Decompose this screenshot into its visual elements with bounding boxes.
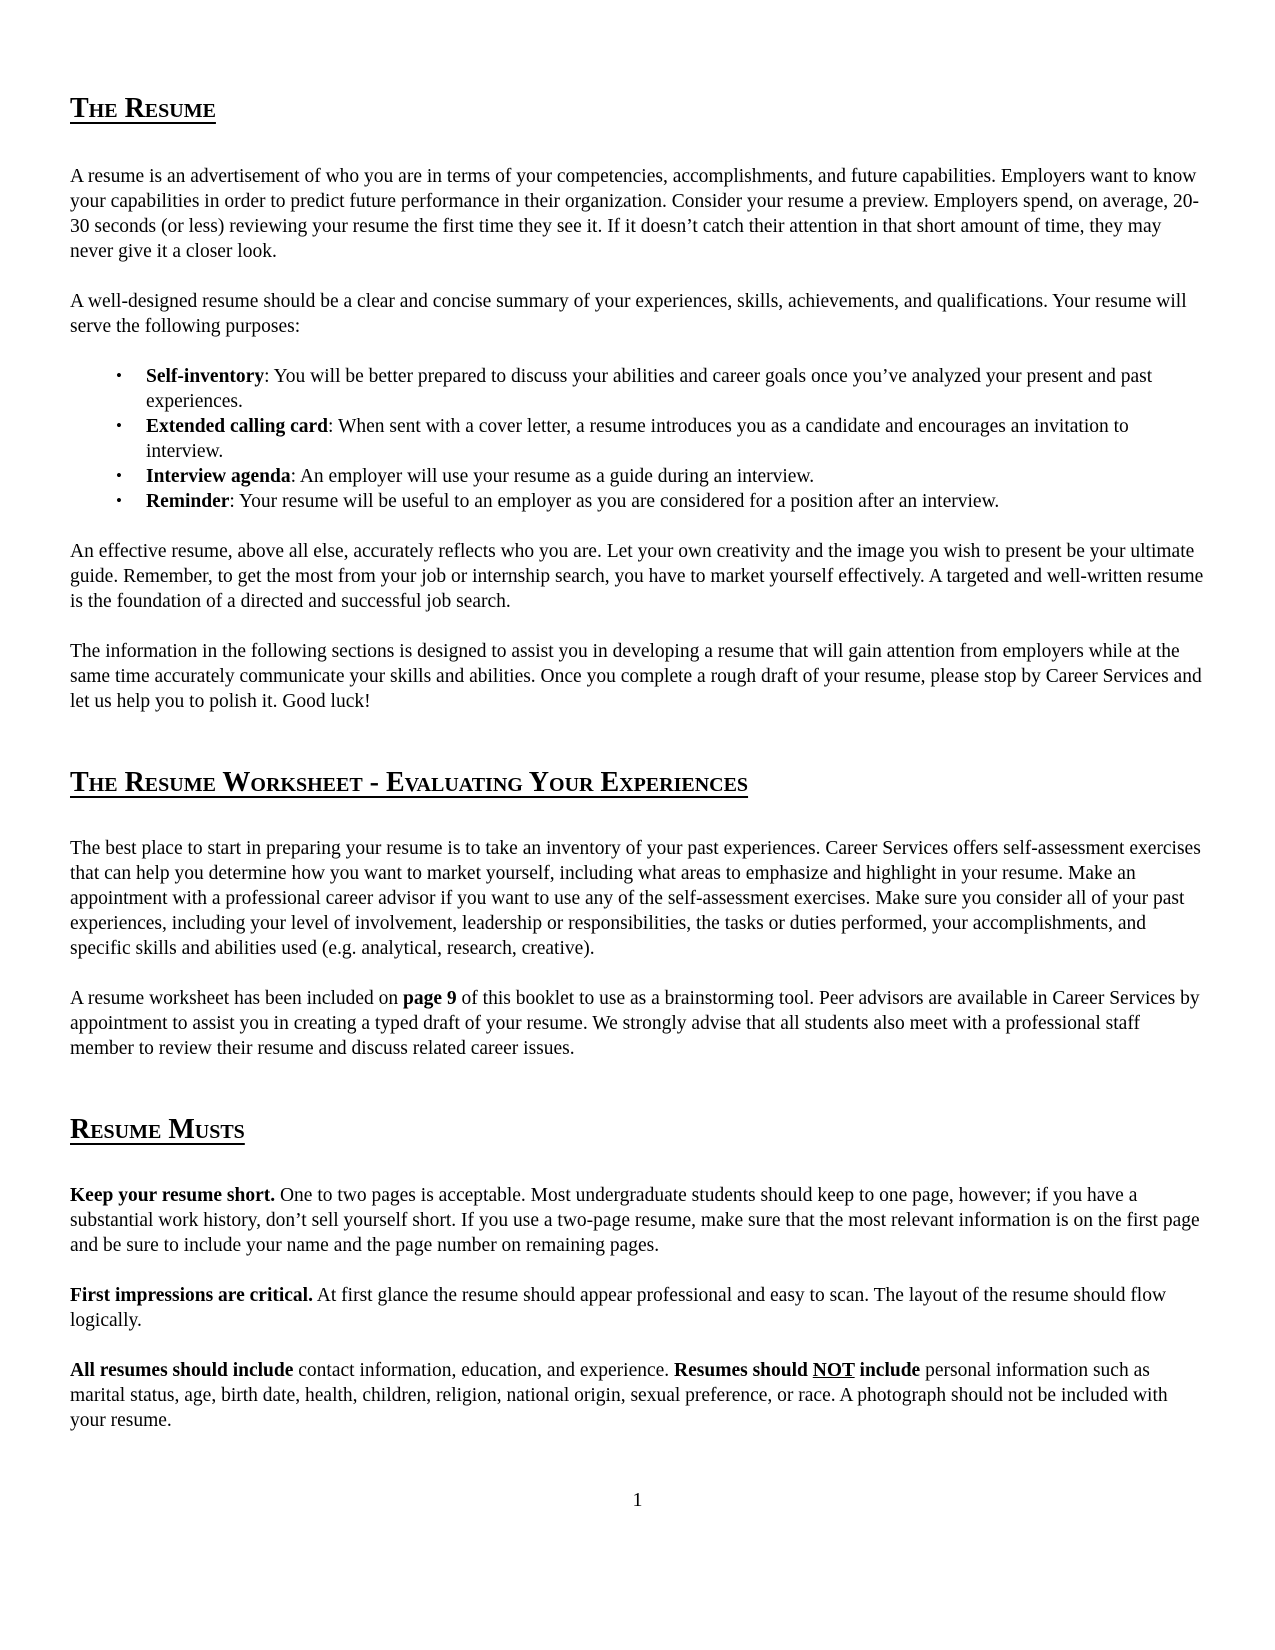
resumes-include-text1: contact information, education, and experience.	[293, 1360, 675, 1381]
page-number: 1	[632, 1489, 643, 1511]
purposes-list	[70, 364, 1205, 514]
paragraph-resume-advertisement: A resume is an advertisement of who you are in terms of your competencies, accomplishments, and future capabilities. Employers want to know your capabilities in order to predict future performance in their organization. Consider your resume a preview. Employers spend, on average, 20-30 seconds (or less) reviewing your resume the first time they see it. If it doesn’t catch their attention in that short amount of time, they may never give it a closer look.	[70, 166, 1199, 262]
paragraph-information-sections: The information in the following sections is designed to assist you in developing a resume that will gain attention from employers while at the same time accurately communicate your skills and abilities. Once you complete a rough draft of your resume, please stop by Career Services and let us help you to polish it. Good luck!	[70, 641, 1202, 712]
resumes-include-lead: All resumes should include	[70, 1360, 294, 1381]
heading-resume-musts	[70, 1113, 1205, 1147]
list-item-interview-agenda	[70, 464, 1205, 489]
list-item-reminder	[70, 489, 1205, 514]
first-impressions-lead: First impressions are critical.	[70, 1285, 313, 1306]
heading-the-resume	[70, 92, 1205, 126]
paragraph-worksheet-page9	[70, 986, 1205, 1061]
heading-resume-worksheet-text: The Resume Worksheet - Evaluating Your Experiences	[70, 767, 749, 798]
worksheet-text-after: of this booklet to use as a brainstorming tool. Peer advisors are available in Career Services by appointment to assist you in creating a typed draft of your resume. We strongly advise that all students also meet with a professional staff member to review their resume and discuss related career issues.	[70, 988, 1200, 1059]
paragraph-keep-short	[70, 1183, 1205, 1258]
keep-short-text: One to two pages is acceptable. Most undergraduate students should keep to one page, however; if you have a substantial work history, don’t sell yourself short. If you use a two-page resume, make sure that the most relevant information is on the first page and be sure to include your name and the page number on remaining pages.	[70, 1185, 1200, 1256]
bullet-text: : Your resume will be useful to an employer as you are considered for a position after an interview.	[229, 491, 1000, 512]
first-impressions-text: At first glance the resume should appear professional and easy to scan. The layout of the resume should flow logically.	[70, 1285, 1167, 1331]
heading-the-resume-text: The Resume	[70, 93, 216, 124]
resumes-should-bold: Resumes should	[674, 1360, 813, 1381]
paragraph-effective-resume: An effective resume, above all else, accurately reflects who you are. Let your own creativity and the image you wish to present be your ultimate guide. Remember, to get the most from your job or internship search, you have to market yourself effectively. A targeted and well-written resume is the foundation of a directed and successful job search.	[70, 541, 1204, 612]
heading-resume-musts-text: Resume Musts	[70, 1114, 245, 1145]
resumes-include-text2: personal information such as marital status, age, birth date, health, children, religion, national origin, sexual preference, or race. A photograph should not be included with your resume.	[70, 1360, 1168, 1431]
paragraph-well-designed: A well-designed resume should be a clear and concise summary of your experiences, skills, achievements, and qualifications. Your resume will serve the following purposes:	[70, 291, 1187, 337]
page-9-reference: page 9	[403, 988, 457, 1009]
heading-resume-worksheet	[70, 766, 1205, 800]
paragraph-resumes-include	[70, 1358, 1205, 1433]
bullet-label: Reminder	[146, 491, 230, 512]
bullet-label: Interview agenda	[146, 466, 291, 487]
worksheet-text-before: A resume worksheet has been included on	[70, 988, 404, 1009]
paragraph-first-impressions	[70, 1283, 1205, 1333]
bullet-text: : You will be better prepared to discuss your abilities and career goals once you’ve analyzed your present and past experiences.	[146, 366, 1153, 412]
include-bold: include	[854, 1360, 921, 1381]
list-item-self-inventory	[70, 364, 1205, 414]
bullet-text: : When sent with a cover letter, a resume introduces you as a candidate and encourages an invitation to interview.	[146, 416, 1129, 462]
keep-short-lead: Keep your resume short.	[70, 1185, 276, 1206]
paragraph-best-place: The best place to start in preparing your resume is to take an inventory of your past experiences. Career Services offers self-assessment exercises that can help you determine how you want to market yourself, including what areas to emphasize and highlight in your resume. Make an appointment with a professional career advisor if you want to use any of the self-assessment exercises. Make sure you consider all of your past experiences, including your level of involvement, leadership or responsibilities, the tasks or duties performed, your accomplishments, and specific skills and abilities used (e.g. analytical, research, creative).	[70, 838, 1201, 959]
bullet-label: Self-inventory	[146, 366, 265, 387]
not-emphasis: NOT	[812, 1360, 855, 1381]
bullet-text: : An employer will use your resume as a guide during an interview.	[290, 466, 815, 487]
bullet-label: Extended calling card	[146, 416, 329, 437]
list-item-extended-calling-card	[70, 414, 1205, 464]
